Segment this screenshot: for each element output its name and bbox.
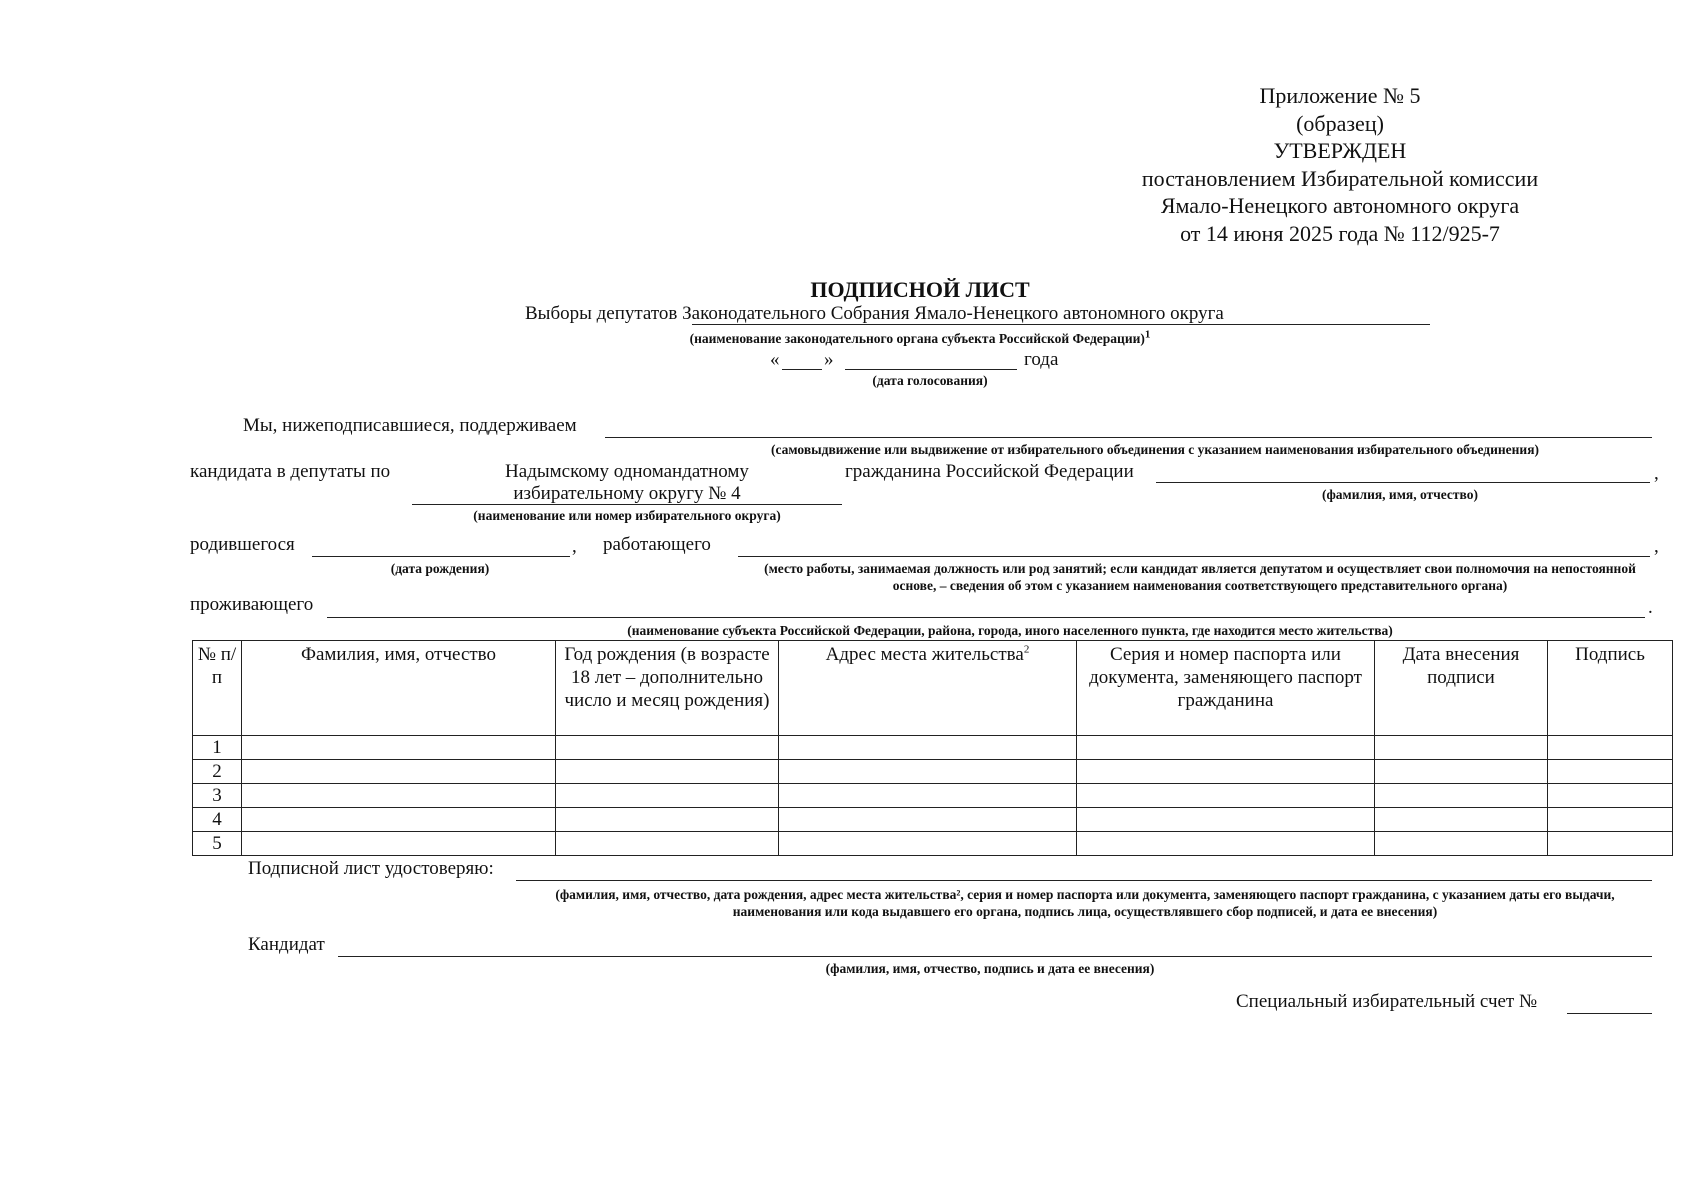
month-field[interactable]: [845, 369, 1017, 370]
row-number: 3: [193, 784, 242, 808]
residence-period: .: [1648, 597, 1653, 618]
district-hint: (наименование или номер избирательного округа): [473, 508, 781, 523]
candidate-fio-field[interactable]: [1156, 482, 1650, 483]
row-number: 5: [193, 832, 242, 856]
born-label: родившегося: [190, 534, 295, 555]
cell-fio[interactable]: [242, 784, 556, 808]
election-hint: (наименование законодательного органа субъекта Российской Федерации)$^1$: [689, 328, 1151, 346]
cell-birth-year[interactable]: [556, 760, 779, 784]
certify-field[interactable]: [516, 880, 1652, 881]
certify-label: Подписной лист удостоверяю:: [248, 858, 494, 879]
approval-date: от 14 июня 2025 года № 112/925-7: [1180, 220, 1500, 246]
candidate-label: кандидата в депутаты по: [190, 461, 391, 482]
cell-address[interactable]: [779, 736, 1077, 760]
row-number: 1: [193, 736, 242, 760]
cell-birth-year[interactable]: [556, 832, 779, 856]
col-header-sign-date: Дата внесения подписи: [1375, 641, 1548, 736]
cell-birth-year[interactable]: [556, 784, 779, 808]
table-header-row: [193, 641, 1673, 736]
col-header-passport: Серия и номер паспорта или документа, заменяющего паспорт гражданина: [1077, 641, 1375, 736]
year-word: года: [1024, 349, 1059, 370]
table-row: [193, 832, 1673, 856]
district-line2: избирательному округу № 4: [513, 483, 741, 504]
support-field[interactable]: [605, 437, 1652, 438]
cell-passport[interactable]: [1077, 808, 1375, 832]
candidate-sign-label: Кандидат: [248, 934, 325, 955]
certify-hint: (фамилия, имя, отчество, дата рождения, адрес места жительства², серия и номер паспорта или документа, заменяющего паспорт гражданина, с указанием даты его выдачи, наименования или кода выдавшего его органа, подпись лица, осуществлявшего сбор подписей, и дата ее внесения): [555, 887, 1615, 919]
cell-sign-date[interactable]: [1375, 760, 1548, 784]
cell-passport[interactable]: [1077, 832, 1375, 856]
candidate-fio-hint: (фамилия, имя, отчество): [1321, 487, 1479, 502]
col-header-address: Адрес места жительства$^2$: [779, 641, 1077, 736]
appendix-number: Приложение № 5: [1259, 83, 1421, 108]
cell-sign-date[interactable]: [1375, 808, 1548, 832]
approval-decree: постановлением Избирательной комиссии: [1141, 165, 1539, 191]
document-title: ПОДПИСНОЙ ЛИСТ: [810, 277, 1030, 302]
cell-passport[interactable]: [1077, 784, 1375, 808]
birth-date-field[interactable]: [312, 556, 570, 557]
cell-fio[interactable]: [242, 736, 556, 760]
cell-fio[interactable]: [242, 832, 556, 856]
citizen-label: гражданина Российской Федерации: [845, 461, 1134, 482]
cell-address[interactable]: [779, 784, 1077, 808]
date-quote-open: «: [770, 349, 780, 370]
cell-address[interactable]: [779, 808, 1077, 832]
work-field[interactable]: [738, 556, 1650, 557]
col-header-birth-year: Год рождения (в возрасте 18 лет – дополнительно число и месяц рождения): [556, 641, 779, 736]
election-underline: [692, 324, 1430, 325]
candidate-sign-field[interactable]: [338, 956, 1652, 957]
work-label: работающего: [603, 534, 711, 555]
cell-address[interactable]: [779, 832, 1077, 856]
col-header-fio: Фамилия, имя, отчество: [242, 641, 556, 736]
election-name: Выборы депутатов Законодательного Собрания Ямало-Ненецкого автономного округа: [525, 303, 1224, 324]
work-hint: (место работы, занимаемая должность или род занятий; если кандидат является депутатом и осуществляет свои полномочия на непостоянной основе, – сведения об этом с указанием наименования соответствующего представительного органа): [764, 561, 1636, 593]
table-row: [193, 808, 1673, 832]
cell-address[interactable]: [779, 760, 1077, 784]
cell-birth-year[interactable]: [556, 808, 779, 832]
special-account-field[interactable]: [1567, 1013, 1652, 1014]
support-label: Мы, нижеподписавшиеся, поддерживаем: [243, 415, 577, 436]
cell-signature[interactable]: [1548, 832, 1673, 856]
cell-birth-year[interactable]: [556, 736, 779, 760]
voting-date-hint: (дата голосования): [872, 373, 988, 388]
cell-passport[interactable]: [1077, 736, 1375, 760]
candidate-fio-comma: ,: [1654, 463, 1659, 484]
table-row: [193, 736, 1673, 760]
cell-signature[interactable]: [1548, 760, 1673, 784]
residence-hint: (наименование субъекта Российской Федерации, района, города, иного населенного пункта, где находится место жительства): [627, 623, 1393, 638]
cell-passport[interactable]: [1077, 760, 1375, 784]
birth-date-hint: (дата рождения): [390, 561, 490, 576]
district-line1: Надымскому одномандатному: [505, 461, 749, 482]
approval-region: Ямало-Ненецкого автономного округа: [1160, 193, 1520, 218]
cell-sign-date[interactable]: [1375, 784, 1548, 808]
col-header-number: № п/п: [193, 641, 242, 736]
cell-fio[interactable]: [242, 808, 556, 832]
residence-field[interactable]: [327, 617, 1645, 618]
approval-block: [1100, 82, 1580, 247]
work-comma: ,: [1654, 536, 1659, 557]
special-account-label: Специальный избирательный счет №: [1236, 991, 1538, 1012]
district-underline: [412, 504, 842, 505]
approved-mark: УТВЕРЖДЕН: [1273, 138, 1407, 163]
row-number: 4: [193, 808, 242, 832]
table-row: [193, 760, 1673, 784]
cell-sign-date[interactable]: [1375, 736, 1548, 760]
row-number: 2: [193, 760, 242, 784]
residence-label: проживающего: [190, 594, 314, 615]
day-field[interactable]: [782, 369, 822, 370]
birth-date-comma: ,: [572, 536, 577, 557]
cell-fio[interactable]: [242, 760, 556, 784]
cell-signature[interactable]: [1548, 784, 1673, 808]
date-quote-close: »: [824, 349, 834, 370]
cell-signature[interactable]: [1548, 736, 1673, 760]
candidate-sign-hint: (фамилия, имя, отчество, подпись и дата ее внесения): [825, 961, 1155, 976]
table-row: [193, 784, 1673, 808]
cell-sign-date[interactable]: [1375, 832, 1548, 856]
sample-mark: (образец): [1296, 110, 1384, 136]
cell-signature[interactable]: [1548, 808, 1673, 832]
support-hint: (самовыдвижение или выдвижение от избирательного объединения с указанием наименования избирательного объединения): [770, 442, 1540, 457]
signature-table: [192, 640, 1673, 856]
col-header-signature: Подпись: [1548, 641, 1673, 736]
